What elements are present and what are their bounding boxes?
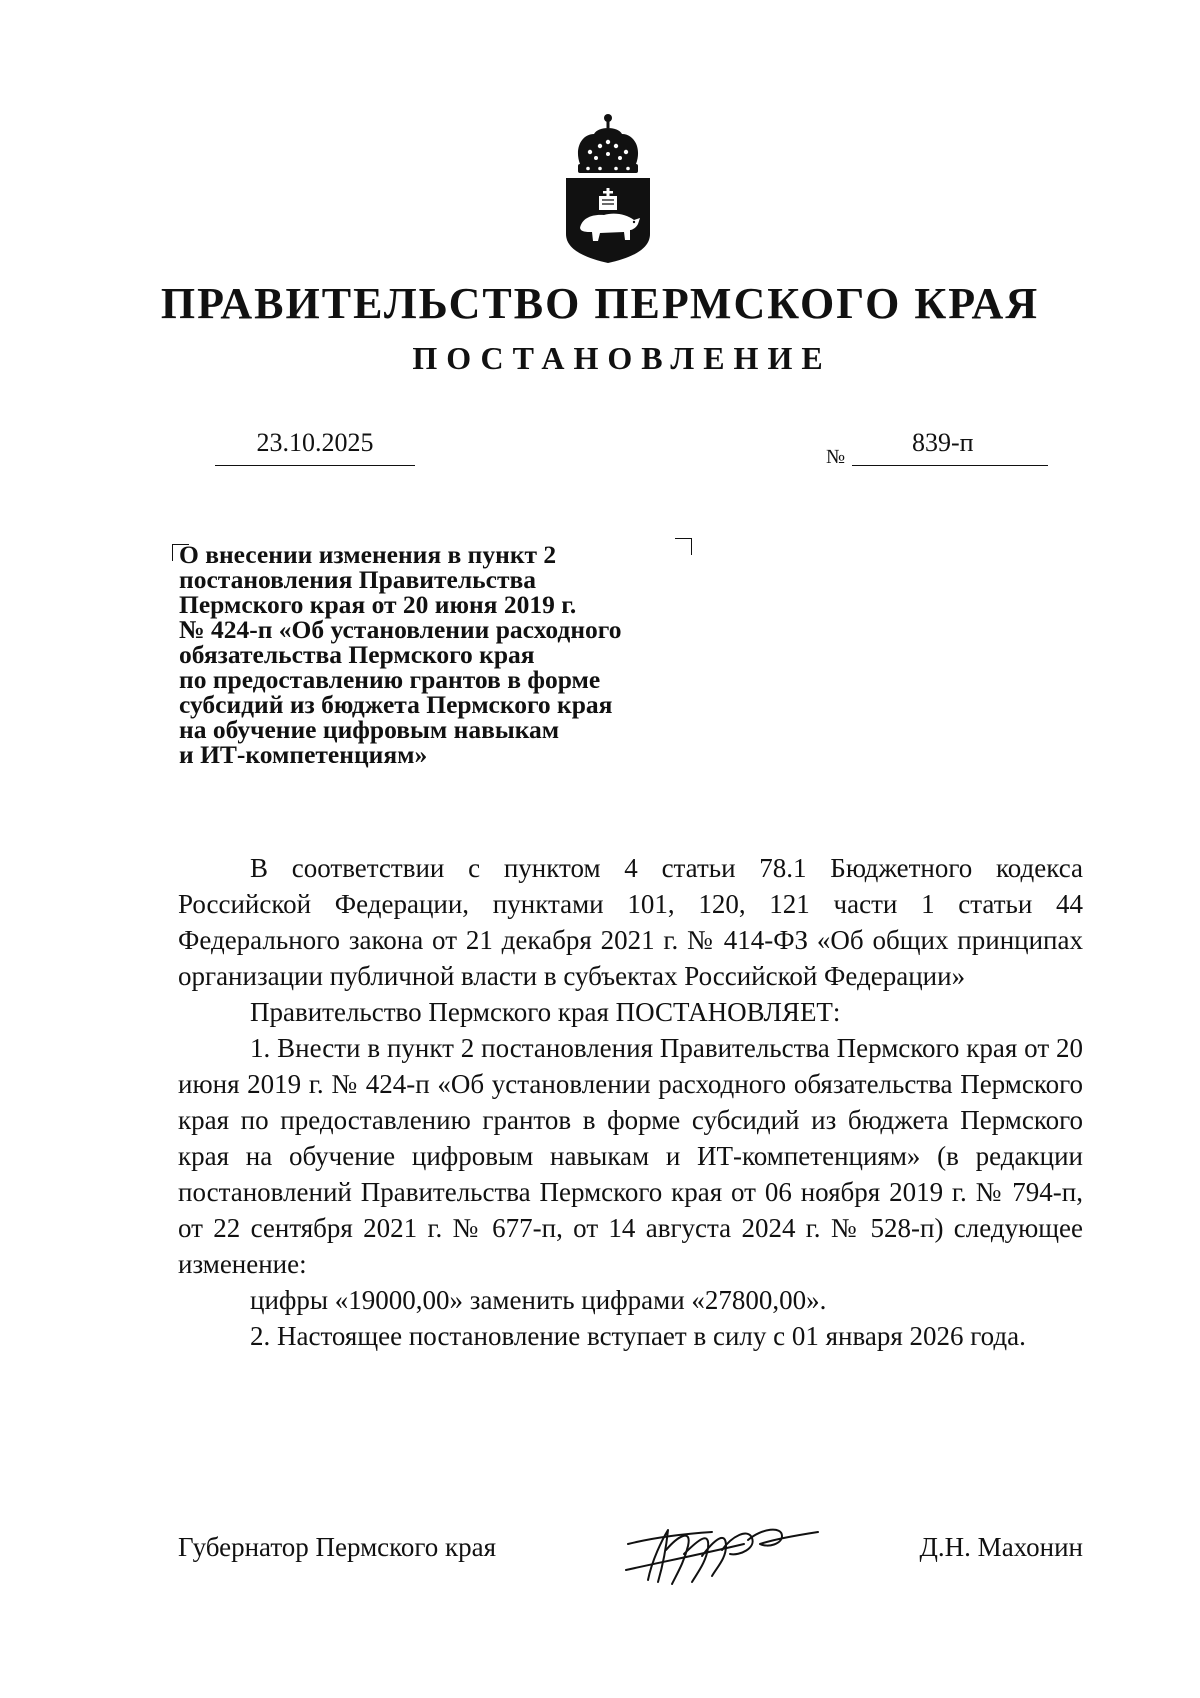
subject-line: постановления Правительства [179,565,536,594]
subject-line: О внесении изменения в пункт 2 [179,540,557,569]
preamble-paragraph: В соответствии с пунктом 4 статьи 78.1 Бюджетного кодекса Российской Федерации, пунктами 101, 120, 121 части 1 статьи 44 Федерального закона от 21 декабря 2021 г. № 414-ФЗ «Об общих принципах организации публичной власти в субъектах Российской Федерации» [178,853,1083,991]
organization-title: ПРАВИТЕЛЬСТВО ПЕРМСКОГО КРАЯ [160,279,1040,328]
document-number-field [852,428,1048,466]
document-number: 839-п [912,428,974,457]
document-date: 23.10.2025 [215,428,415,466]
subject-line: на обучение цифровым навыкам [179,715,560,744]
resolution-statement: Правительство Пермского края ПОСТАНОВЛЯЕТ: [250,997,841,1027]
clause-1-change: цифры «19000,00» заменить цифрами «27800,00». [250,1285,827,1315]
perm-krai-coat-of-arms-icon [560,112,656,264]
signatory-position: Губернатор Пермского края [178,1532,497,1562]
document-subject [179,542,699,767]
subject-line: по предоставлению грантов в форме [179,665,601,694]
subject-line: № 424-п «Об установлении расходного [179,615,622,644]
document-body [178,850,1083,1354]
subject-line: Пермского края от 20 июня 2019 г. [179,590,577,619]
number-sign: № [826,446,846,468]
subject-line: обязательства Пермского края [179,640,535,669]
clause-1: 1. Внести в пункт 2 постановления Правительства Пермского края от 20 июня 2019 г. № 424-п «Об установлении расходного обязательства Пермского края по предоставлению грантов в форме субсидий из бюджета Пермского края на обучение цифровым навыкам и ИТ-компетенциям» (в редакции постановлений Правительства Пермского края от 06 ноября 2019 г. № 794-п, от 22 сентября 2021 г. № 677-п, от 14 августа 2024 г. № 528-п) следующее изменение: [178,1033,1083,1279]
signatory-name: Д.Н. Махонин [919,1532,1083,1562]
document-type: ПОСТАНОВЛЕНИЕ [412,340,832,376]
clause-2: 2. Настоящее постановление вступает в силу с 01 января 2026 года. [250,1321,1026,1351]
subject-line: субсидий из бюджета Пермского края [179,690,613,719]
handwritten-signature-icon [622,1510,822,1592]
subject-line: и ИТ-компетенциям» [179,740,428,769]
